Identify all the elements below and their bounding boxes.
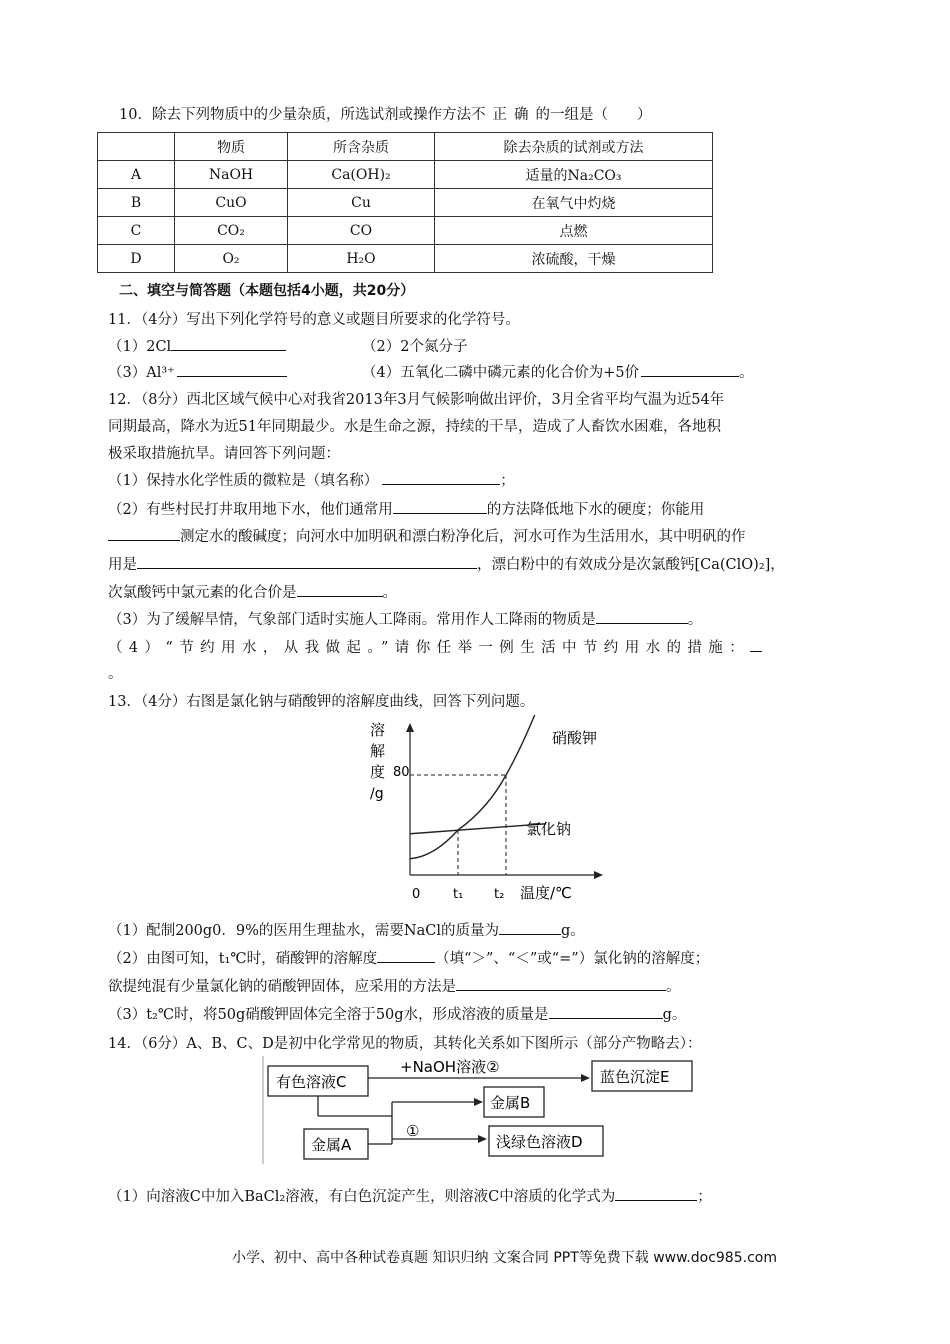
answer-blank[interactable] xyxy=(393,499,487,514)
answer-blank[interactable] xyxy=(108,526,180,541)
q10-stem: 10．除去下列物质中的少量杂质，所选试剂或操作方法不正确的一组是（ ） xyxy=(119,107,652,123)
x-tick-label: 0 xyxy=(412,887,421,902)
q13-part3: （3）t₂℃时，将50g硝酸钾固体完全溶于50g水，形成溶液的质量是 g。 xyxy=(108,1003,686,1024)
answer-blank[interactable] xyxy=(177,362,287,377)
q12-part2-cont: 次氯酸钙中氯元素的化合价是 。 xyxy=(108,581,397,602)
x-axis-arrow xyxy=(594,871,603,879)
q10-emphasis: 不正确 xyxy=(470,107,536,123)
arrow-head xyxy=(581,1074,590,1082)
y-label-char: 度 xyxy=(370,763,386,781)
y-label-char: 解 xyxy=(370,742,386,760)
q14-stem: 14．（6分）A、B、C、D是初中化学常见的物质，其转化关系如下图所示（部分产物略去）： xyxy=(108,1036,702,1052)
table-cell: H₂O xyxy=(288,245,435,273)
table-header: 除去杂质的试剂或方法 xyxy=(435,133,713,161)
table-cell: 浓硫酸，干燥 xyxy=(435,245,713,273)
table-cell: 在氧气中灼烧 xyxy=(435,189,713,217)
table-row xyxy=(98,189,713,217)
answer-blank[interactable] xyxy=(137,554,477,569)
q14-part1: （1）向溶液C中加入BaCl₂溶液，有白色沉淀产生，则溶液C中溶质的化学式为 ； xyxy=(108,1185,712,1206)
table-header: 物质 xyxy=(175,133,288,161)
q12-line2: 同期最高，降水为近51年同期最少。水是生命之源，持续的干旱，造成了人畜饮水困难，各地积 xyxy=(108,419,721,435)
table-cell: O₂ xyxy=(175,245,288,273)
y-axis-arrow xyxy=(406,723,414,732)
q13-stem: 13．（4分）右图是氯化钠与硝酸钾的溶解度曲线，回答下列问题。 xyxy=(108,694,535,710)
answer-blank[interactable] xyxy=(382,470,500,485)
answer-blank[interactable] xyxy=(377,948,435,963)
table-header-row xyxy=(98,133,713,161)
y-label-char: /g xyxy=(370,786,384,802)
q12-part4: （4）“节约用水，从我做起。”请你任举一例生活中节约用水的措施： xyxy=(108,636,762,657)
answer-blank[interactable] xyxy=(499,920,561,935)
table-header xyxy=(98,133,175,161)
table-cell: Ca(OH)₂ xyxy=(288,161,435,189)
table-cell: CuO xyxy=(175,189,288,217)
table-row xyxy=(98,217,713,245)
q12-part1: （1）保持水化学性质的微粒是（填名称） ； xyxy=(108,469,515,490)
section-heading: 二、填空与简答题（本题包括4小题，共20分） xyxy=(119,283,415,299)
answer-blank[interactable] xyxy=(171,336,286,351)
answer-blank[interactable] xyxy=(750,637,762,652)
table-cell: B xyxy=(98,189,175,217)
answer-blank[interactable] xyxy=(549,1004,663,1019)
box-solution-c-label: 有色溶液C xyxy=(276,1073,347,1091)
q13-part2: （2）由图可知，t₁℃时，硝酸钾的溶解度 （填“＞”、“＜”或“=”）氯化钠的溶解度； xyxy=(108,947,709,968)
y-tick-label: 80 xyxy=(393,765,410,780)
x-axis-label: 温度/℃ xyxy=(520,884,572,902)
series-label-nacl: 氯化钠 xyxy=(526,820,572,838)
answer-blank[interactable] xyxy=(596,609,688,624)
table-cell: Cu xyxy=(288,189,435,217)
answer-blank[interactable] xyxy=(615,1186,697,1201)
table-cell: CO xyxy=(288,217,435,245)
table-cell: CO₂ xyxy=(175,217,288,245)
q11-stem: 11．（4分）写出下列化学符号的意义或题目所要求的化学符号。 xyxy=(108,312,520,328)
q12-part3: （3）为了缓解旱情，气象部门适时实施人工降雨。常用作人工降雨的物质是 。 xyxy=(108,608,702,629)
arrow-label-naoh: +NaOH溶液② xyxy=(400,1058,500,1076)
series-label-kno3: 硝酸钾 xyxy=(552,729,598,747)
box-metal-a-label: 金属A xyxy=(311,1136,352,1154)
answer-blank[interactable] xyxy=(641,362,739,377)
q12-part4-end: 。 xyxy=(108,666,123,682)
x-tick-label: t₁ xyxy=(453,887,464,902)
box-metal-b-label: 金属B xyxy=(490,1094,531,1112)
q11-part3: （3）Al³⁺ xyxy=(108,361,287,382)
table-cell: A xyxy=(98,161,175,189)
q12-line3: 极采取措施抗旱。请回答下列问题： xyxy=(108,446,340,462)
q13-part2-cont: 欲提纯混有少量氯化钠的硝酸钾固体，应采用的方法是 。 xyxy=(108,975,681,996)
transformation-diagram xyxy=(262,1054,722,1166)
q12-part2-cont: 测定水的酸碱度；向河水中加明矾和漂白粉净化后，河水可作为生活用水，其中明矾的作 xyxy=(108,525,746,546)
table-row xyxy=(98,161,713,189)
x-tick-label: t₂ xyxy=(494,887,505,902)
table-cell: C xyxy=(98,217,175,245)
arrow-label-1: ① xyxy=(406,1122,420,1140)
y-label-char: 溶 xyxy=(370,721,386,739)
table-cell: D xyxy=(98,245,175,273)
q11-part4: （4）五氧化二磷中磷元素的化合价为+5价 。 xyxy=(362,361,754,382)
q12-line1: 12．（8分）西北区域气候中心对我省2013年3月气候影响做出评价，3月全省平均气温为近54年 xyxy=(108,392,725,408)
q13-part1: （1）配制200g0．9%的医用生理盐水，需要NaCl的质量为 g。 xyxy=(108,919,585,940)
q11-part2: （2）2个氮分子 xyxy=(362,339,468,355)
q12-part2: （2）有些村民打井取用地下水，他们通常用 的方法降低地下水的硬度；你能用 xyxy=(108,498,704,519)
box-precipitate-e-label: 蓝色沉淀E xyxy=(600,1068,670,1086)
q10-table xyxy=(97,132,713,273)
box-solution-d-label: 浅绿色溶液D xyxy=(496,1133,583,1151)
arrow-head xyxy=(474,1098,483,1106)
arrow-head xyxy=(478,1135,487,1143)
table-row xyxy=(98,245,713,273)
table-cell: NaOH xyxy=(175,161,288,189)
answer-blank[interactable] xyxy=(456,976,666,991)
table-header: 所含杂质 xyxy=(288,133,435,161)
q12-part2-cont: 用是 ，漂白粉中的有效成分是次氯酸钙[Ca(ClO)₂]， xyxy=(108,553,785,574)
page-footer: 小学、初中、高中各种试卷真题 知识归纳 文案合同 PPT等免费下载 www.doc985.com xyxy=(232,1250,777,1266)
answer-blank[interactable] xyxy=(297,582,383,597)
table-cell: 点燃 xyxy=(435,217,713,245)
solubility-chart xyxy=(360,715,610,910)
q11-part1: （1）2Cl xyxy=(108,335,286,356)
table-cell: 适量的Na₂CO₃ xyxy=(435,161,713,189)
